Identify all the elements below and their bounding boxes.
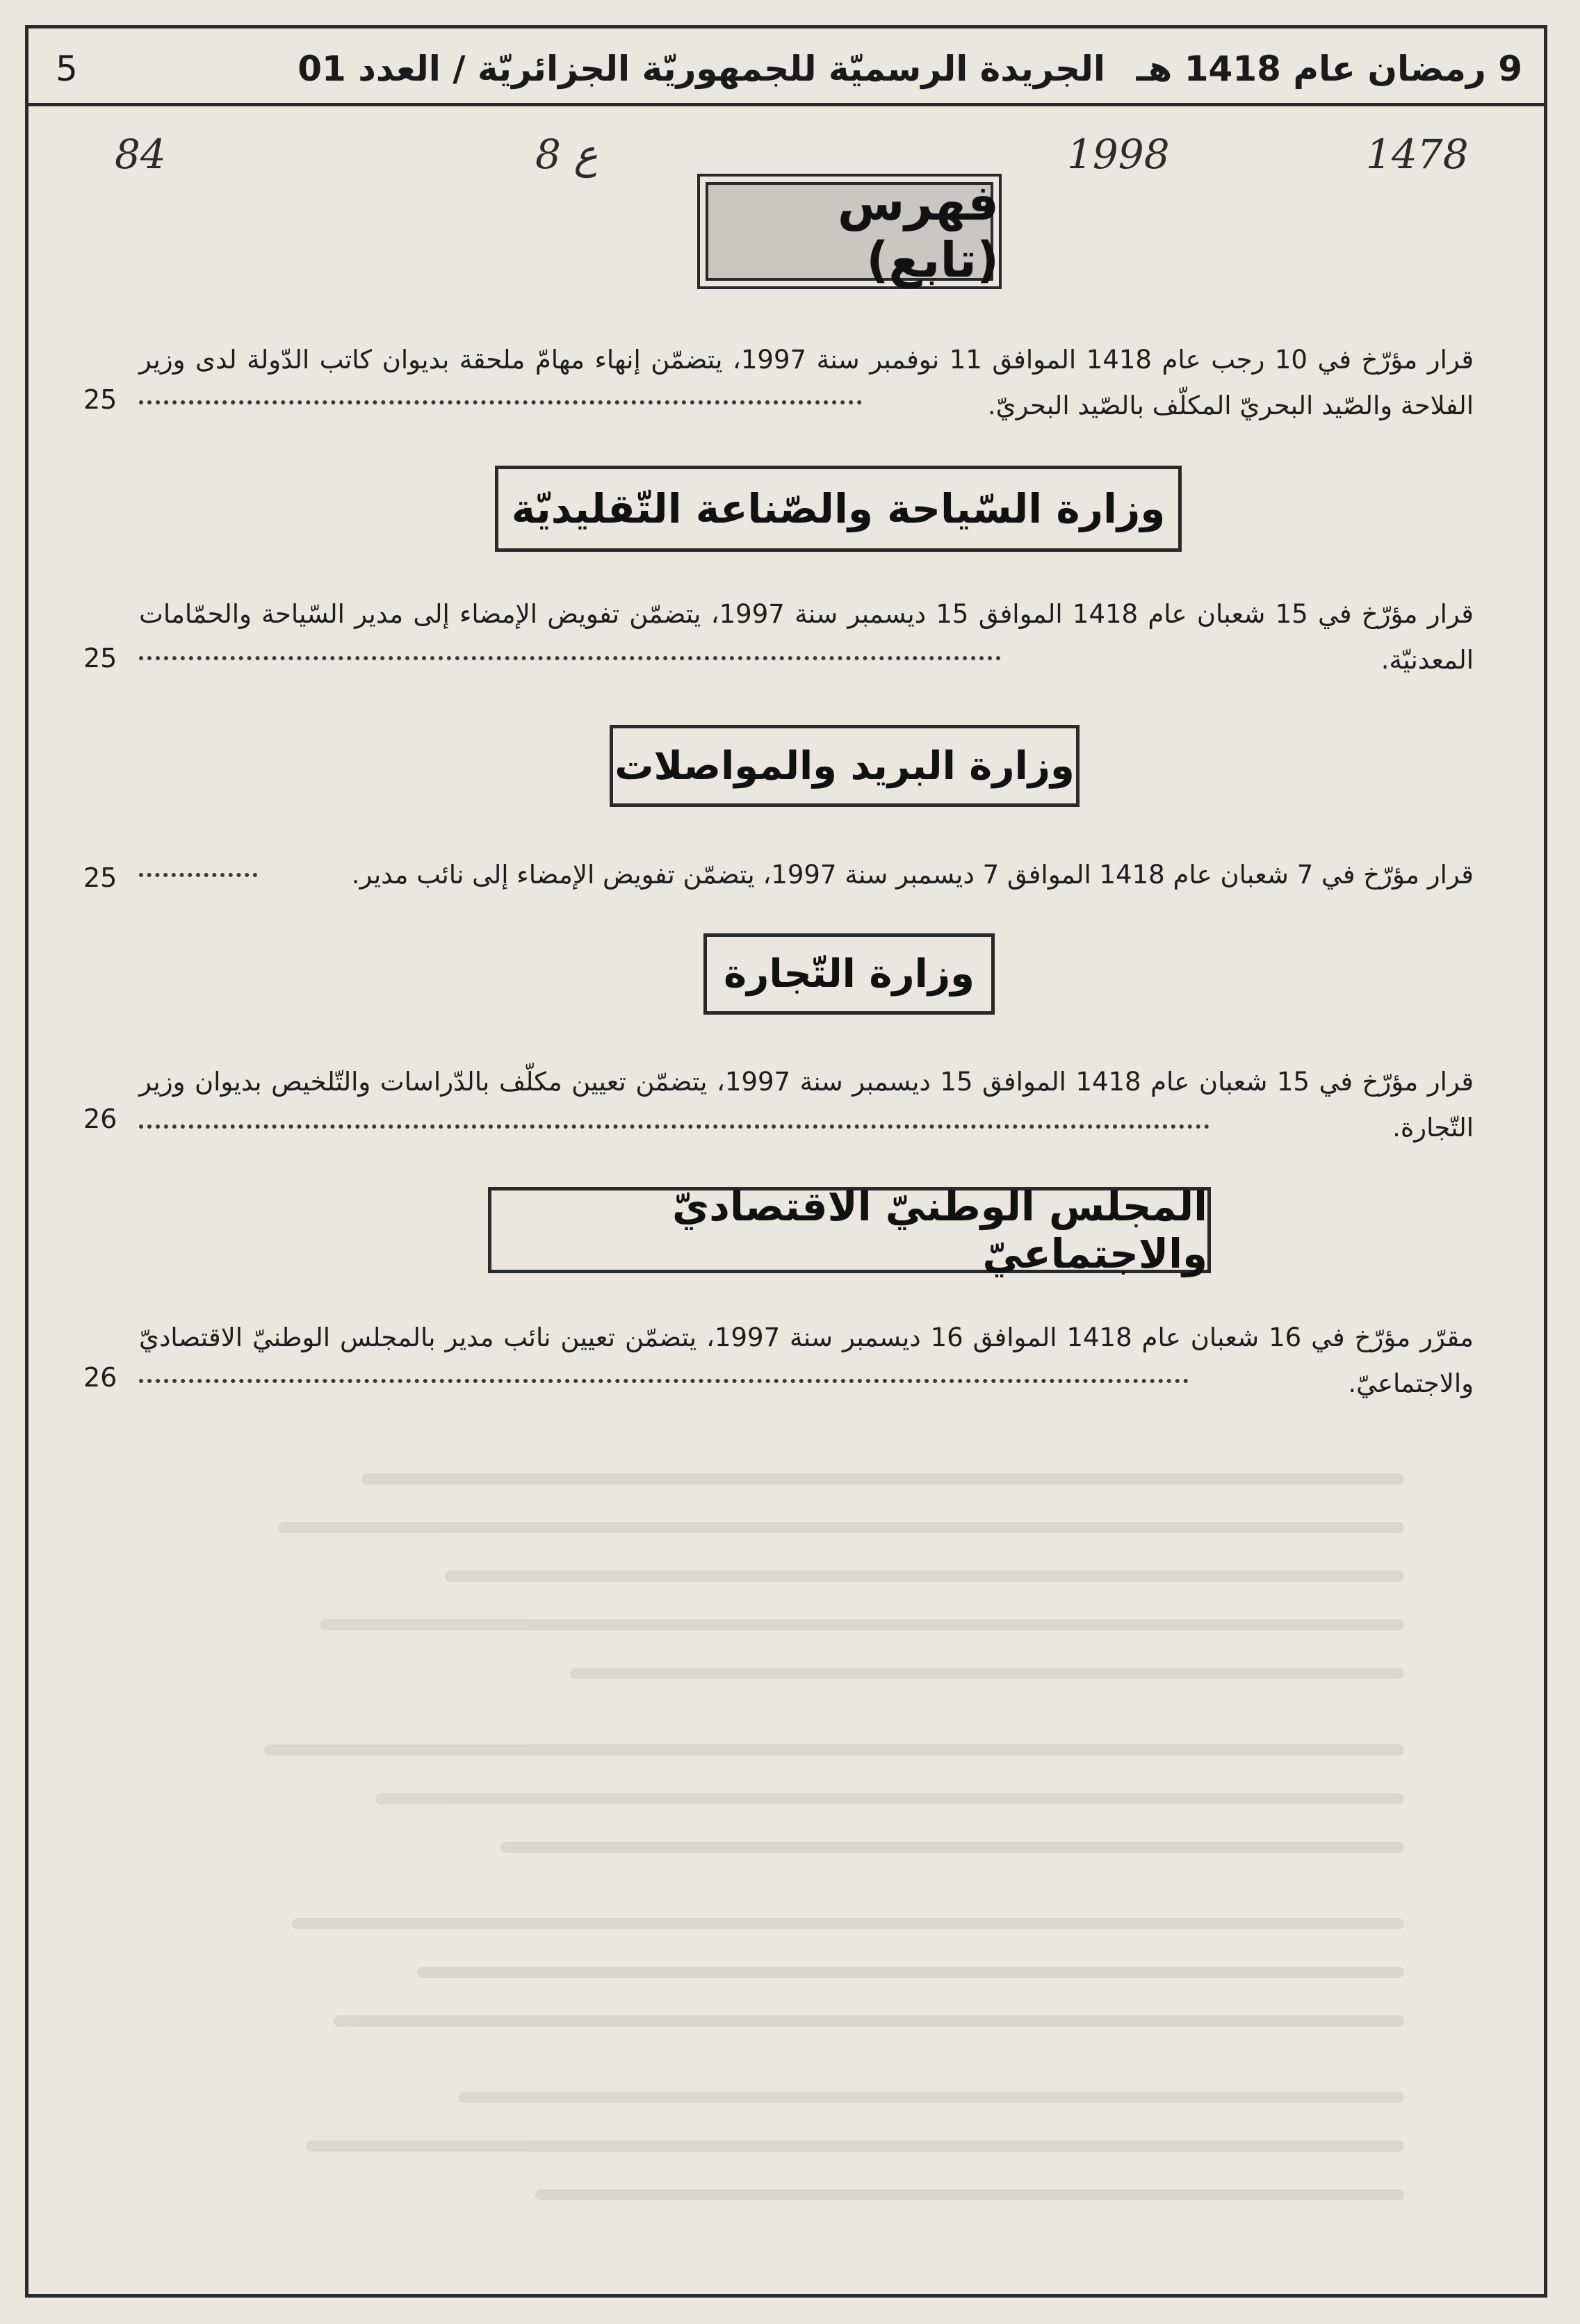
section-heading-commerce: وزارة التّجارة (703, 933, 995, 1015)
dot-leaders (139, 1379, 1189, 1383)
index-title: فهرس (تابع) (697, 174, 1002, 289)
index-entry (139, 591, 1474, 683)
bleed-through (181, 1446, 1404, 2238)
index-entry (139, 1059, 1474, 1151)
dot-leaders (139, 1124, 1210, 1129)
dot-leaders (139, 873, 257, 877)
entry-page: 25 (83, 862, 117, 893)
section-heading-post: وزارة البريد والمواصلات (610, 725, 1080, 807)
entry-text: مقرّر مؤرّخ في 16 شعبان عام 1418 الموافق 16 ديسمبر سنة 1997، يتضمّن تعيين نائب مدير بالمجلس الوطنيّ الاقتصاديّ والاجتماعيّ. (139, 1323, 1474, 1398)
section-heading-tourism: وزارة السّياحة والصّناعة التّقليديّة (495, 466, 1182, 552)
issue-date: 9 رمضان عام 1418 هـ (1136, 49, 1522, 89)
page-number: 5 (56, 49, 78, 89)
section-heading-council: المجلس الوطنيّ الاقتصاديّ والاجتماعيّ (488, 1187, 1211, 1273)
handwritten-note: 1478 (1366, 131, 1469, 178)
entry-text: قرار مؤرّخ في 15 شعبان عام 1418 الموافق 15 ديسمبر سنة 1997، يتضمّن تفويض الإمضاء إلى مدير السّياحة والحمّامات المعدنيّة. (139, 599, 1474, 675)
entry-text: قرار مؤرّخ في 7 شعبان عام 1418 الموافق 7 ديسمبر سنة 1997، يتضمّن تفويض الإمضاء إلى نائب مدير. (351, 860, 1474, 890)
entry-text: قرار مؤرّخ في 10 رجب عام 1418 الموافق 11 نوفمبر سنة 1997، يتضمّن إنهاء مهامّ ملحقة بديوان كاتب الدّولة لدى وزير الفلاحة والصّيد البحريّ المكلّف بالصّيد البحريّ. (139, 345, 1474, 420)
handwritten-note: 1998 (1067, 131, 1170, 178)
running-head (42, 42, 1529, 97)
dot-leaders (139, 400, 862, 404)
entry-page: 26 (83, 1362, 117, 1393)
index-entry (139, 852, 1474, 898)
header-rule (25, 103, 1547, 106)
entry-page: 25 (83, 643, 117, 673)
index-entry (139, 1315, 1474, 1407)
handwritten-note: 8 ع (535, 131, 598, 178)
entry-page: 25 (83, 384, 117, 415)
handwritten-note: 84 (115, 131, 166, 178)
entry-text: قرار مؤرّخ في 15 شعبان عام 1418 الموافق 15 ديسمبر سنة 1997، يتضمّن تعيين مكلّف بالدّراسات والتّلخيص بديوان وزير التّجارة. (139, 1067, 1474, 1143)
entry-page: 26 (83, 1104, 117, 1134)
gazette-title: الجريدة الرسميّة للجمهوريّة الجزائريّة / العدد 01 (298, 49, 1105, 89)
index-entry (139, 337, 1474, 429)
dot-leaders (139, 656, 1001, 660)
